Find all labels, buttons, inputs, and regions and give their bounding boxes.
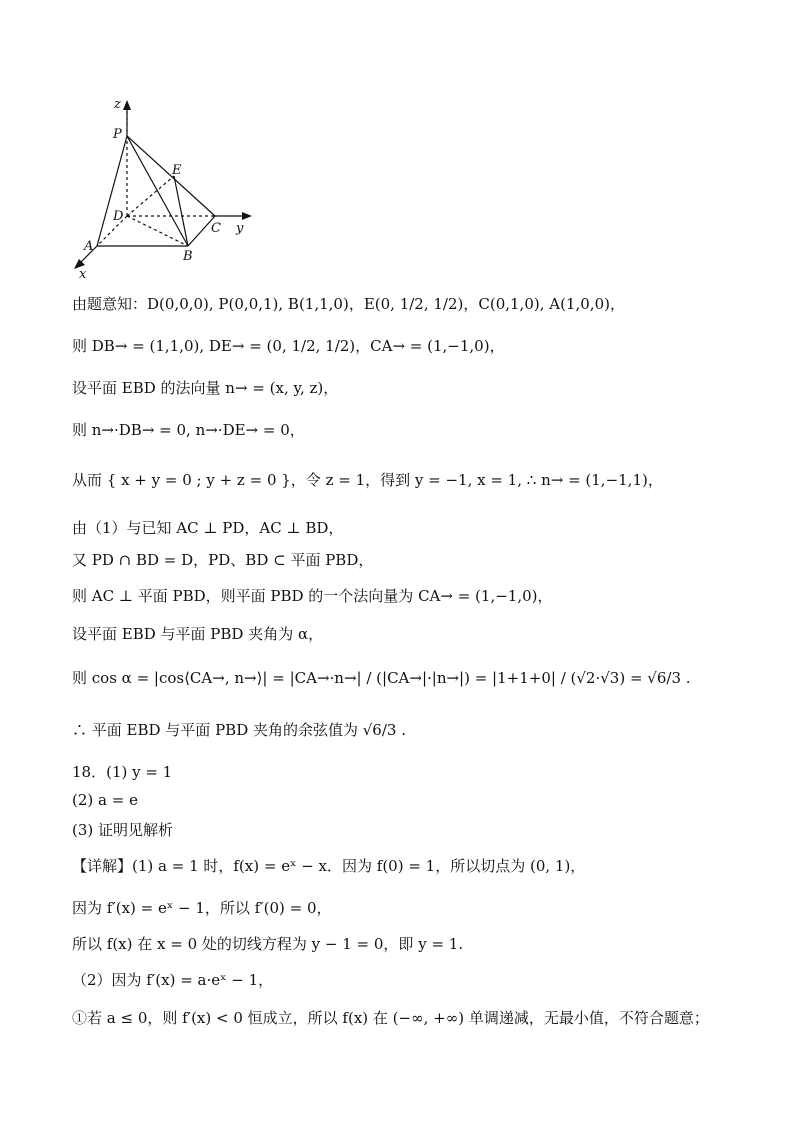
- text-line-2: 则 DB→ = (1,1,0), DE→ = (0, 1/2, 1/2)，CA→ = (1,−1,0)，: [72, 337, 505, 355]
- text-line-9: 设平面 EBD 与平面 PBD 夹角为 α，: [72, 625, 324, 643]
- text-line-15: 【详解】(1) a = 1 时，f(x) = eˣ − x．因为 f(0) = 1，所以切点为 (0, 1)，: [72, 857, 586, 875]
- text-line-1: 由题意知：D(0,0,0), P(0,0,1), B(1,1,0)，E(0, 1/2, 1/2)，C(0,1,0), A(1,0,0)，: [72, 295, 625, 313]
- label-P: P: [113, 127, 122, 142]
- label-B: B: [183, 249, 193, 264]
- text-line-3: 设平面 EBD 的法向量 n→ = (x, y, z)，: [72, 379, 339, 397]
- text-line-17: 所以 f(x) 在 x = 0 处的切线方程为 y − 1 = 0，即 y = 1.: [72, 935, 464, 953]
- text-line-8: 则 AC ⊥ 平面 PBD，则平面 PBD 的一个法向量为 CA→ = (1,−1,0)，: [72, 587, 553, 605]
- label-y: y: [236, 221, 244, 236]
- label-x: x: [79, 267, 87, 282]
- label-C: C: [211, 221, 221, 236]
- text-line-16: 因为 f′(x) = eˣ − 1，所以 f′(0) = 0，: [72, 899, 332, 917]
- text-line-7: 又 PD ∩ BD = D，PD、BD ⊂ 平面 PBD，: [72, 551, 374, 569]
- text-line-19: ①若 a ≤ 0，则 f′(x) < 0 恒成立，所以 f(x) 在 (−∞, +∞) 单调递减，无最小值，不符合题意；: [72, 1009, 709, 1027]
- pyramid-figure: [70, 96, 260, 286]
- text-line-14: (3) 证明见解析: [72, 821, 174, 839]
- text-line-13: (2) a = e: [72, 791, 138, 809]
- text-line-5: 从而 { x + y = 0 ; y + z = 0 }，令 z = 1，得到 y = −1, x = 1, ∴ n→ = (1,−1,1)，: [72, 471, 663, 489]
- text-line-4: 则 n→·DB→ = 0, n→·DE→ = 0，: [72, 421, 305, 439]
- text-line-12: 18．(1) y = 1: [72, 763, 173, 781]
- label-A: A: [84, 239, 94, 254]
- text-line-18: （2）因为 f′(x) = a·eˣ − 1，: [72, 971, 274, 989]
- label-E: E: [172, 163, 182, 178]
- text-line-11: ∴ 平面 EBD 与平面 PBD 夹角的余弦值为 √6/3 .: [72, 721, 406, 739]
- text-line-6: 由（1）与已知 AC ⊥ PD，AC ⊥ BD，: [72, 519, 344, 537]
- label-z: z: [114, 97, 121, 112]
- label-D: D: [113, 209, 124, 224]
- text-line-10: 则 cos α = |cos⟨CA→, n→⟩| = |CA→·n→| / (|CA→|·|n→|) = |1+1+0| / (√2·√3) = √6/3 .: [72, 669, 691, 687]
